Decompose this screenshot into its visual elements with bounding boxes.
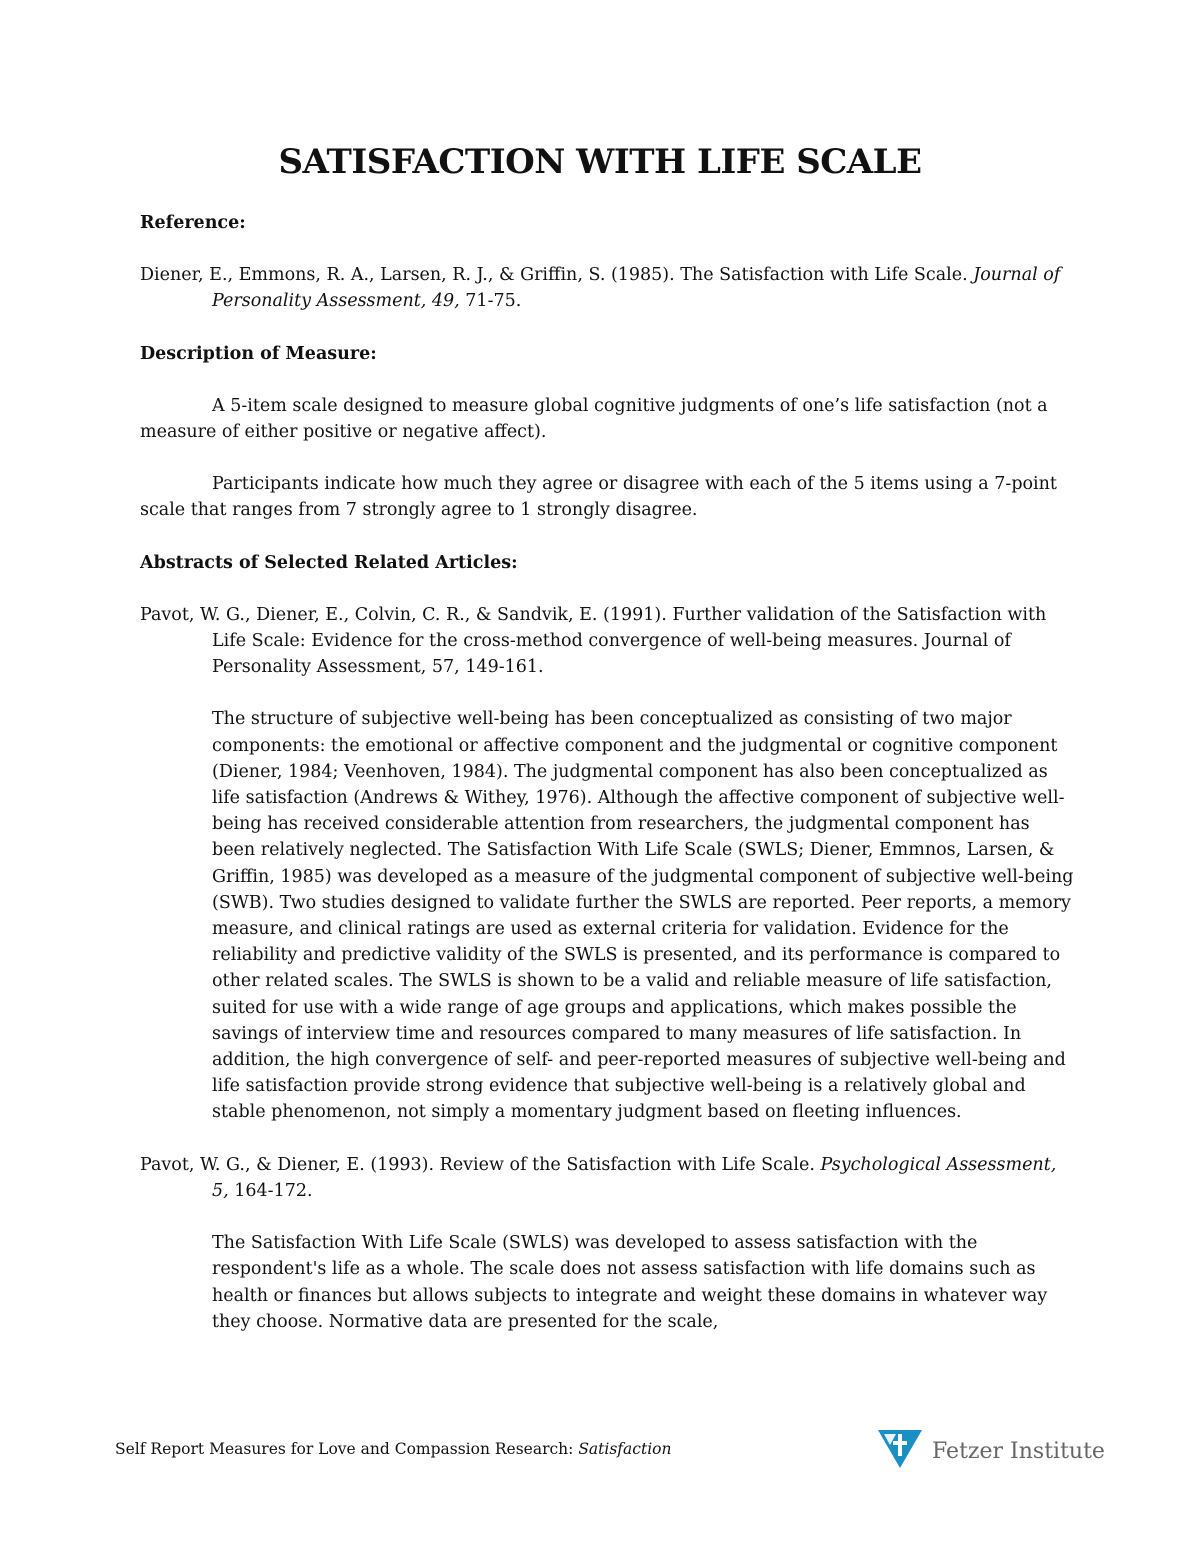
article1-citation: Pavot, W. G., Diener, E., Colvin, C. R., & Sandvik, E. (1991). Further validation of the Satisfaction with Life Scale: Evidence for the cross-method convergence of well-being measures. Journal of Personality Assessment, 57, 149-161. [140,604,1047,678]
logo-text: Fetzer Institute [932,1438,1105,1464]
article1-abstract: The structure of subjective well-being has been conceptualized as consisting of two major components: the emotional or affective component and the judgmental or cognitive component (Diener, 1984; Veenhoven, 1984). The judgmental component has also been conceptualized as life satisfaction (Andrews & Withey, 1976). Although the affective component of subjective well-being has received considerable attention from researchers, the judgmental component has been relatively neglected. The Satisfaction With Life Scale (SWLS; Diener, Emmnos, Larsen, & Griffin, 1985) was developed as a measure of the judgmental component of subjective well-being (SWB). Two studies designed to validate further the SWLS are reported. Peer reports, a memory measure, and clinical ratings are used as external criteria for validation. Evidence for the reliability and predictive validity of the SWLS is presented, and its performance is compared to other related scales. The SWLS is shown to be a valid and reliable measure of life satisfaction, suited for use with a wide range of age groups and applications, which makes possible the savings of interview time and resources compared to many measures of life satisfaction. In addition, the high convergence of self- and peer-reported measures of subjective well-being and life satisfaction provide strong evidence that subjective well-being is a relatively global and stable phenomenon, not simply a momentary judgment based on fleeting influences. [212,709,1074,1123]
citation-journal: Journal of Personality Assessment, 49, [212,265,1061,312]
article2-pages: 164-172. [228,1180,313,1201]
footer-topic: Satisfaction [578,1440,672,1458]
footer-series [115,1440,671,1458]
article2-journal: Psychological Assessment, 5, [212,1154,1057,1201]
article2-abstract: The Satisfaction With Life Scale (SWLS) was developed to assess satisfaction with the respondent's life as a whole. The scale does not assess satisfaction with life domains such as health or finances but allows subjects to integrate and weight these domains in whatever way they choose. Normative data are presented for the scale, [212,1233,1048,1332]
reference-heading: Reference: [140,213,246,233]
reference-citation [140,262,1075,314]
description-paragraph-2: Participants indicate how much they agree or disagree with each of the 5 items using a 7-point scale that ranges from 7 strongly agree to 1 strongly disagree. [140,474,1057,521]
abstracts-heading: Abstracts of Selected Related Articles: [140,552,518,573]
article2-citation [140,1152,1075,1204]
fetzer-logo [876,1428,1105,1474]
page-title: SATISFACTION WITH LIFE SCALE [278,142,922,182]
article2-citation-text: Pavot, W. G., & Diener, E. (1993). Review of the Satisfaction with Life Scale. [140,1154,821,1175]
citation-text: Diener, E., Emmons, R. A., Larsen, R. J., & Griffin, S. (1985). The Satisfaction with Life Scale. [140,265,974,286]
footer-series-text: Self Report Measures for Love and Compassion Research: [115,1440,579,1458]
description-paragraph-1: A 5-item scale designed to measure global cognitive judgments of one’s life satisfaction (not a measure of either positive or negative affect). [140,395,1048,443]
document-body [140,210,1075,1361]
description-heading: Description of Measure: [140,343,377,364]
citation-pages: 71-75. [459,291,522,312]
fetzer-logo-icon [876,1428,924,1474]
